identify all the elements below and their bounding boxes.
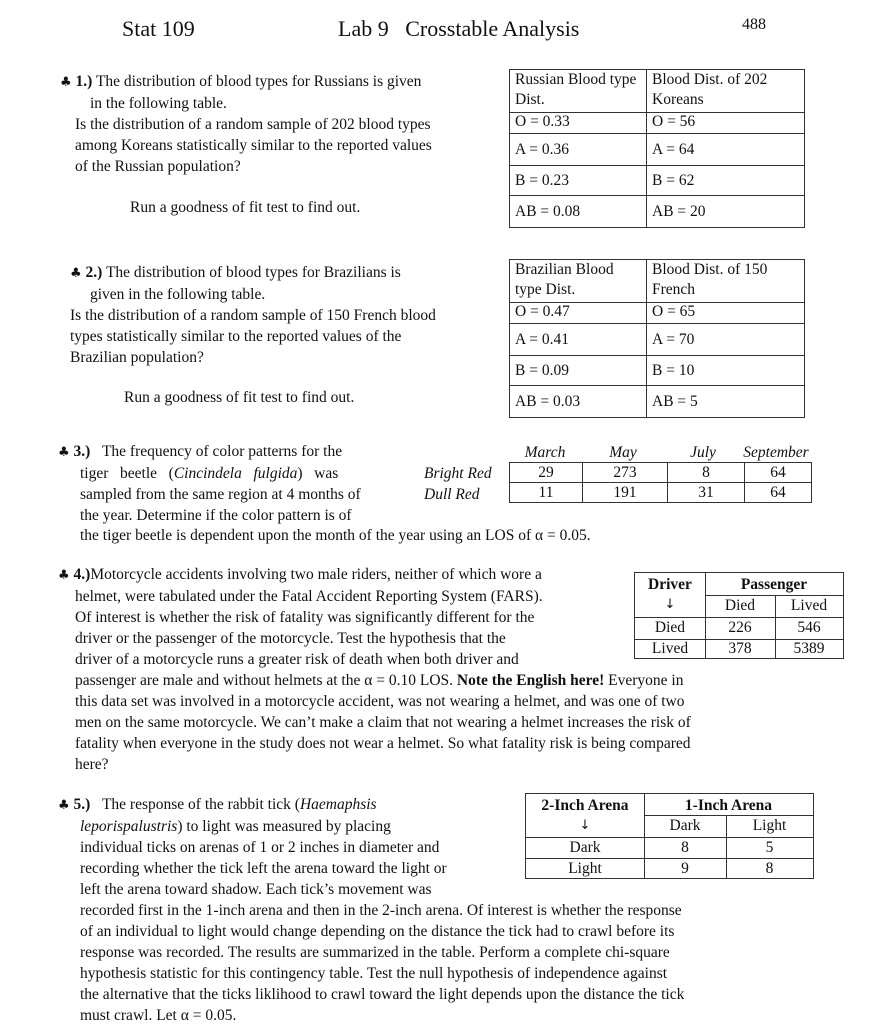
month-label: July — [690, 444, 716, 461]
lab-title: Lab 9 Crosstable Analysis — [338, 16, 580, 41]
q3-month-headers — [509, 442, 814, 462]
q5-tick-table: 2-Inch Arena ↓ 1-Inch Arena Dark Light Dark 8 5 Light 9 8 — [525, 793, 814, 879]
month-label: September — [743, 444, 809, 461]
page-number: 488 — [742, 16, 766, 33]
question-1: ♣ 1.) The distribution of blood types for Russians is given in the following table. Is the distribution of a random sample of 202 blood types among Koreans statistically similar to the reported values of the Russian population? — [60, 73, 432, 175]
table-header: Blood Dist. of 150 French — [647, 260, 805, 303]
row-label: Bright Red — [424, 465, 492, 482]
course-title: Stat 109 — [122, 16, 195, 41]
q3-beetle-table: 29 273 8 64 11 191 31 64 — [509, 462, 812, 503]
down-arrow-icon: ↓ — [579, 818, 591, 833]
q4-motorcycle-table: Driver ↓ Passenger Died Lived Died 226 546 Lived 378 5389 — [634, 572, 844, 659]
q3-last-line: the tiger beetle is dependent upon the month of the year using an LOS of α = 0.05. — [80, 527, 591, 544]
down-arrow-icon: ↓ — [664, 597, 676, 612]
table-header: Blood Dist. of 202 Koreans — [647, 70, 805, 113]
table-header: Passenger — [740, 576, 808, 593]
month-label: March — [524, 444, 566, 461]
q2-instruction: Run a goodness of fit test to find out. — [124, 389, 355, 406]
month-label: May — [609, 444, 637, 461]
club-bullet-icon: ♣ — [58, 798, 70, 813]
question-2: ♣ 2.) The distribution of blood types for Brazilians is given in the following table. Is the distribution of a random sample of 150 French blood types statistically similar to the reported values of the Brazilian population? — [70, 264, 436, 366]
q1-instruction: Run a goodness of fit test to find out. — [130, 199, 361, 216]
question-4: ♣ 4.)Motorcycle accidents involving two male riders, neither of which wore a helmet, were tabulated under the Fatal Accident Reporting System (FARS). Of interest is whether the risk of fatality was significantly different for the driver or the passenger of the motorcycle. Test the hypothesis that the driver of a motorcycle runs a greater risk of death when both driver and passenger are male and without helmets at the α = 0.10 LOS. Note the English here! Everyone in this data set was involved in a motorcycle accident, was not wearing a helmet, and was one of two men on the same motorcycle. We can’t make a claim that not wearing a helmet increases the risk of fatality when everyone in the study does not wear a helmet. So what fatality risk is being compared here? — [58, 566, 691, 773]
club-bullet-icon: ♣ — [58, 568, 70, 583]
table-header: Driver — [648, 576, 692, 593]
q2-blood-table: Brazilian Blood type Dist. Blood Dist. of 150 French O = 0.47 O = 65 A = 0.41 A = 70 B = 0.09 B = 10 AB = 0.03 AB = 5 — [509, 259, 805, 418]
question-5: ♣ 5.) The response of the rabbit tick (Haemaphsis leporispalustris) to light was measured by placing individual ticks on arenas of 1 or 2 inches in diameter and recording whether the tick left the arena toward the light or left the arena toward shadow. Each tick’s movement was recorded first in the 1-inch arena and then in the 2-inch arena. Of interest is whether the response of an individual to light would change depending on the distance the tick had to crawl before its response was recorded. The results are summarized in the table. Perform a complete chi-square hypothesis statistic for this contingency table. Test the null hypothesis of independence against the alternative that the ticks liklihood to crawl toward the light depends upon the distance the tick must crawl. Let α = 0.05. — [58, 796, 685, 1024]
table-header: 2-Inch Arena — [541, 797, 629, 814]
club-bullet-icon: ♣ — [70, 266, 82, 281]
table-header: 1-Inch Arena — [684, 797, 773, 814]
row-label: Dull Red — [424, 486, 480, 503]
club-bullet-icon: ♣ — [58, 445, 70, 460]
q1-blood-table: Russian Blood type Dist. Blood Dist. of 202 Koreans O = 0.33 O = 56 A = 0.36 A = 64 B = 0.23 B = 62 AB = 0.08 AB = 20 — [509, 69, 805, 228]
table-header: Brazilian Blood type Dist. — [510, 260, 647, 303]
question-3: ♣ 3.) The frequency of color patterns for the tiger beetle (Cincindela fulgida) was sampled from the same region at 4 months of the year. Determine if the color pattern is of — [58, 443, 361, 524]
table-header: Russian Blood type Dist. — [510, 70, 647, 113]
club-bullet-icon: ♣ — [60, 75, 72, 90]
